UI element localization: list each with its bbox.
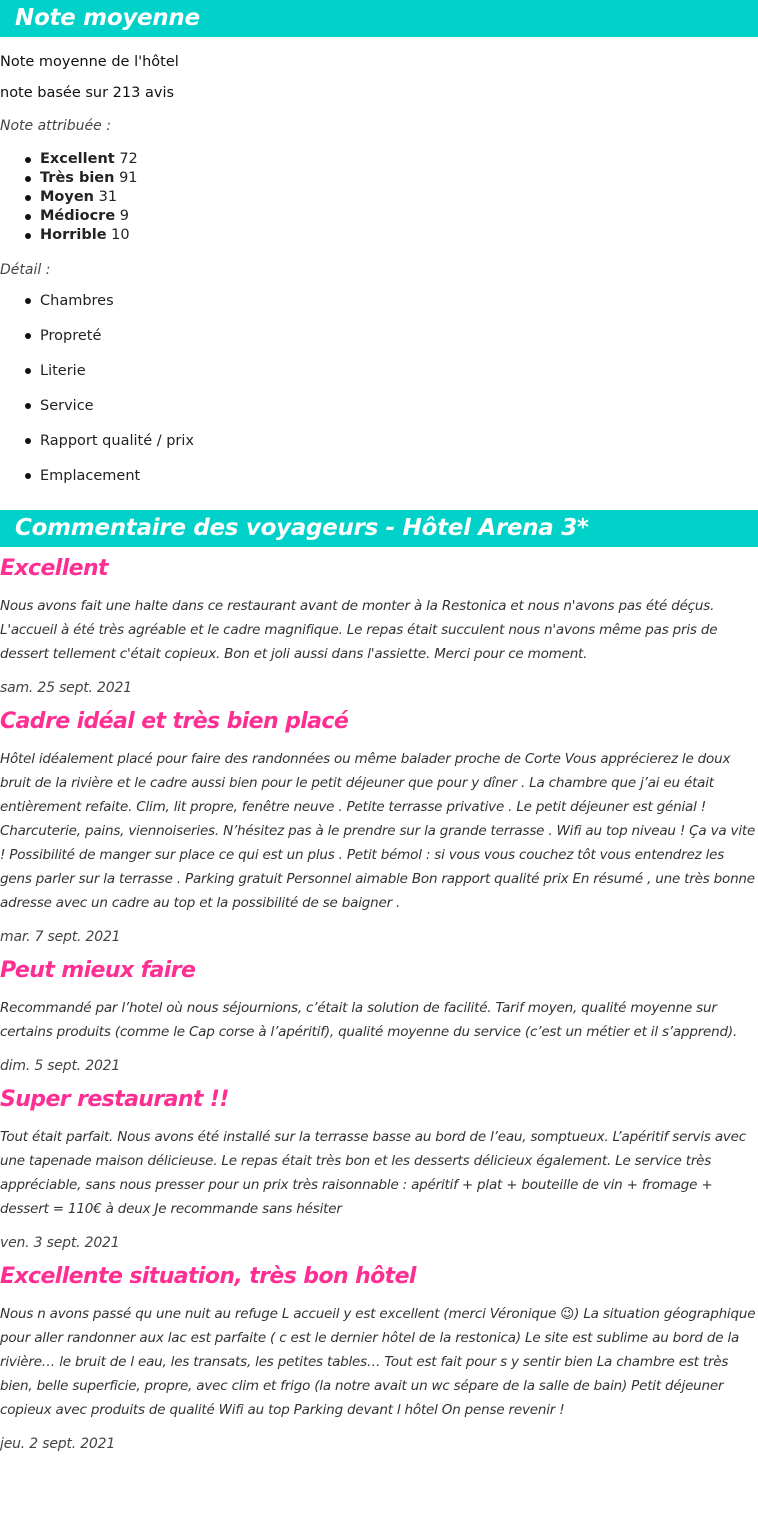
review-date: ven. 3 sept. 2021	[0, 1235, 120, 1251]
rating-row-mediocre	[0, 207, 758, 226]
ratings-label: Note attribuée :	[0, 118, 111, 134]
review-text: Nous n avons passé qu une nuit au refuge L accueil y est excellent (merci Véronique 😉) La situation géographique pour aller randonner aux lac est parfaite ( c est le dernier hôtel de la restonica) Le site est sublime au bord de la rivière… le bruit de l eau, les transats, les petites tables… Tout est fait pour s y sentir bien La chambre est très bien, belle superficie, propre, avec clim et frigo (la notre avait un wc sépare de la salle de bain) Petit déjeuner copieux avec produits de qualité Wifi au top Parking devant l hôtel On pense revenir !	[0, 1306, 756, 1418]
review-count: note basée sur 213 avis	[0, 85, 175, 101]
review-item	[0, 1083, 758, 1255]
review-text: Tout était parfait. Nous avons été installé sur la terrasse basse au bord de l’eau, somptueux. L’apéritif servis avec une tapenade maison délicieuse. Le repas était très bon et les desserts délicieux également. Le service très appréciable, sans nous presser pour un prix très raisonnable : apéritif + plat + bouteille de vin + fromage + dessert = 110€ à deux Je recommande sans hésiter	[0, 1129, 747, 1217]
rating-name: Horrible	[40, 227, 107, 243]
rating-count: 10	[111, 227, 130, 243]
rating-name: Très bien	[40, 170, 115, 186]
review-item	[0, 954, 758, 1078]
review-title: Cadre idéal et très bien placé	[0, 709, 349, 734]
review-title: Excellente situation, très bon hôtel	[0, 1264, 416, 1289]
rating-row-horrible	[0, 226, 758, 245]
rating-count: 72	[119, 151, 138, 167]
rating-name: Excellent	[40, 151, 115, 167]
rating-count: 91	[119, 170, 138, 186]
review-date: jeu. 2 sept. 2021	[0, 1436, 116, 1452]
rating-breakdown-list	[0, 150, 758, 245]
detail-item-literie: Literie	[0, 360, 758, 395]
rating-summary-heading: Note moyenne	[0, 0, 758, 37]
review-date: mar. 7 sept. 2021	[0, 929, 121, 945]
review-date: sam. 25 sept. 2021	[0, 680, 132, 696]
rating-name: Moyen	[40, 189, 94, 205]
reviews-list	[0, 552, 758, 1456]
review-title: Super restaurant !!	[0, 1087, 229, 1112]
review-text: Nous avons fait une halte dans ce restaurant avant de monter à la Restonica et nous n'avons pas été déçus. L'accueil à été très agréable et le cadre magnifique. Le repas était succulent nous n'avons même pas pris de dessert tellement c'était copieux. Bon et joli aussi dans l'assiette. Merci pour ce moment.	[0, 598, 718, 662]
detail-criteria-list	[0, 290, 758, 500]
detail-item-emplacement: Emplacement	[0, 465, 758, 500]
rating-name: Médiocre	[40, 208, 116, 224]
review-item	[0, 552, 758, 700]
review-item	[0, 705, 758, 949]
review-title: Excellent	[0, 556, 108, 581]
rating-count: 31	[98, 189, 118, 205]
review-text: Hôtel idéalement placé pour faire des randonnées ou même balader proche de Corte Vous apprécierez le doux bruit de la rivière et le cadre aussi bien pour le petit déjeuner que pour y dîner . La chambre que j’ai eu était entièrement refaite. Clim, lit propre, fenêtre neuve . Petite terrasse privative . Le petit déjeuner est génial ! Charcuterie, pains, viennoiseries. N’hésitez pas à le prendre sur la grande terrasse . Wifi au top niveau ! Ça va vite ! Possibilité de manger sur place ce qui est un plus . Petit bémol : si vous vous couchez tôt vous entendrez les gens parler sur la terrasse . Parking gratuit Personnel aimable Bon rapport qualité prix En résumé , une très bonne adresse avec un cadre au top et la possibilité de se baigner .	[0, 751, 756, 911]
review-date: dim. 5 sept. 2021	[0, 1058, 121, 1074]
detail-label: Détail :	[0, 262, 51, 278]
detail-item-proprete: Propreté	[0, 325, 758, 360]
review-item	[0, 1260, 758, 1456]
rating-row-moyen	[0, 188, 758, 207]
hotel-rating-label: Note moyenne de l'hôtel	[0, 54, 179, 70]
rating-count: 9	[119, 208, 129, 224]
reviews-section-heading: Commentaire des voyageurs - Hôtel Arena 3*	[0, 510, 758, 547]
rating-row-excellent	[0, 150, 758, 169]
review-text: Recommandé par l’hotel où nous séjournions, c’était la solution de facilité. Tarif moyen, qualité moyenne sur certains produits (comme le Cap corse à l’apéritif), qualité moyenne du service (c’est un métier et il s’apprend).	[0, 1000, 738, 1040]
review-title: Peut mieux faire	[0, 958, 196, 983]
detail-item-rapport-qualite-prix: Rapport qualité / prix	[0, 430, 758, 465]
rating-row-tres-bien	[0, 169, 758, 188]
detail-item-service: Service	[0, 395, 758, 430]
detail-item-chambres: Chambres	[0, 290, 758, 325]
